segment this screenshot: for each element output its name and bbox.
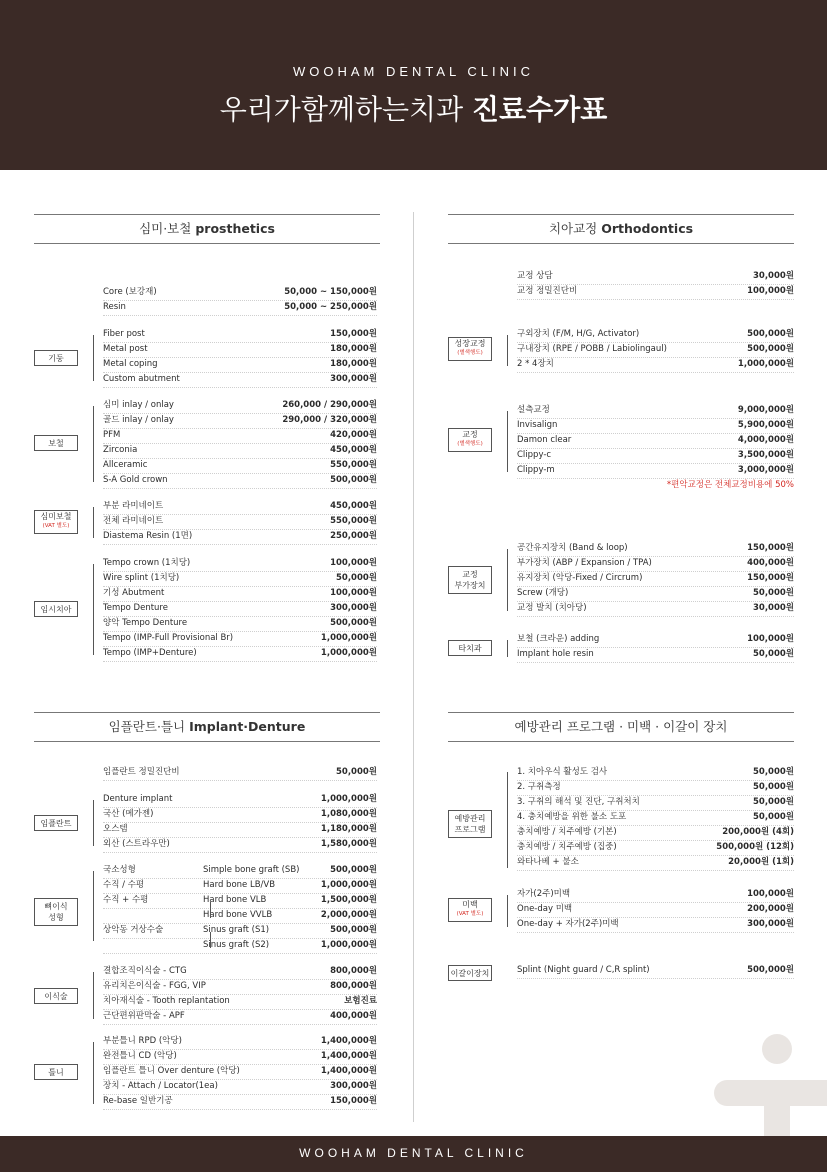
price-row	[517, 463, 794, 479]
price-row	[103, 372, 377, 388]
item-name: 부가장치 (ABP / Expansion / TPA)	[517, 558, 652, 568]
section-title-orthodontics: 치아교정 Orthodontics	[448, 214, 794, 244]
item-name: Implant hole resin	[517, 649, 594, 659]
item-price: 400,000원	[330, 1011, 377, 1021]
price-row	[517, 632, 794, 648]
item-price: 50,000원	[752, 588, 794, 598]
label-denture: 틀니	[34, 1064, 78, 1080]
price-row	[517, 855, 794, 871]
item-name: 완전틀니 CD (악당)	[103, 1051, 177, 1061]
item-price: 4,000,000원	[737, 435, 794, 445]
item-price: 30,000원	[752, 603, 794, 613]
price-row	[517, 418, 794, 434]
item-price: 1,400,000원	[320, 1051, 377, 1061]
price-row	[517, 284, 794, 300]
item-price: 100,000원	[330, 588, 377, 598]
header-banner	[0, 0, 827, 170]
item-price: 50,000원	[335, 573, 377, 583]
item-name: Zirconia	[103, 445, 138, 455]
price-row	[103, 428, 377, 444]
item-name: PFM	[103, 430, 121, 440]
item-price: 1,500,000원	[320, 895, 377, 905]
item-name: 4. 충치예방을 위한 불소 도포	[517, 812, 627, 822]
item-name: Custom abutment	[103, 374, 180, 384]
item-detail: Hard bone VVLB	[203, 910, 273, 920]
label-graft: 이식술	[34, 988, 78, 1004]
item-name: Re-base 일반기공	[103, 1096, 173, 1106]
item-name: 유리치은이식술 - FGG, VIP	[103, 981, 206, 991]
item-name: Clippy-m	[517, 465, 555, 475]
item-name: 임플란트 틀니 Over denture (악당)	[103, 1066, 240, 1076]
item-name: 2. 구취측정	[517, 782, 561, 792]
item-detail: Sinus graft (S2)	[203, 940, 270, 950]
price-row	[103, 327, 377, 343]
item-name: 치아재식술 - Tooth replantation	[103, 996, 230, 1006]
item-price: 500,000원	[330, 618, 377, 628]
item-price: 50,000원	[752, 767, 794, 777]
item-name: 부분 라미네이트	[103, 501, 164, 511]
price-row	[103, 285, 377, 301]
item-price: 100,000원	[747, 634, 794, 644]
item-price: 150,000원	[747, 573, 794, 583]
price-row	[517, 825, 794, 841]
price-row	[517, 647, 794, 663]
clinic-name-en: WOOHAM DENTAL CLINIC	[292, 64, 535, 79]
price-row	[103, 631, 377, 647]
price-row	[103, 1064, 377, 1080]
item-price: 1,000,000원	[737, 359, 794, 369]
item-price: 20,000원 (1회)	[728, 857, 794, 867]
price-row	[103, 964, 377, 980]
item-price: 100,000원	[747, 889, 794, 899]
item-price: 400,000원	[747, 558, 794, 568]
bracket	[93, 871, 94, 941]
item-name: Denture implant	[103, 794, 173, 804]
price-row	[103, 443, 377, 459]
price-row	[103, 646, 377, 662]
label-ortho-extra: 교정 부가장치	[448, 566, 492, 594]
item-name: 교정 정밀진단비	[517, 286, 578, 296]
item-name: 오스템	[103, 824, 128, 834]
item-price: 450,000원	[330, 445, 377, 455]
item-name: Tempo (IMP+Denture)	[103, 648, 197, 658]
price-row	[103, 571, 377, 587]
bracket	[507, 335, 508, 366]
bracket	[93, 406, 94, 482]
item-detail: Hard bone VLB	[203, 895, 267, 905]
clinic-name-footer: WOOHAM DENTAL CLINIC	[299, 1146, 528, 1160]
price-row	[103, 342, 377, 358]
item-price: 1,000,000원	[320, 794, 377, 804]
item-name: 공간유지장치 (Band & loop)	[517, 543, 628, 553]
column-divider	[413, 212, 414, 1122]
item-price: 50,000원	[752, 782, 794, 792]
price-row	[103, 616, 377, 632]
price-row	[103, 357, 377, 373]
page-title: 우리가함께하는치과 진료수가표	[219, 93, 608, 126]
price-row	[517, 541, 794, 557]
item-name: 와타나베 + 불소	[517, 857, 579, 867]
price-row	[103, 1009, 377, 1025]
item-detail: Simple bone graft (SB)	[203, 865, 300, 875]
item-price: 290,000 / 320,000원	[282, 415, 377, 425]
item-price: 보험진료	[344, 996, 377, 1006]
item-detail: Hard bone LB/VB	[203, 880, 276, 890]
logo-mark	[762, 1034, 792, 1064]
price-row	[517, 357, 794, 373]
bracket	[507, 772, 508, 868]
footer-banner	[0, 1136, 827, 1172]
item-price: 500,000원	[330, 475, 377, 485]
item-name: 국소성형	[103, 865, 136, 875]
price-row	[103, 1034, 377, 1050]
price-row	[103, 938, 377, 954]
item-name: 외산 (스트라우만)	[103, 839, 170, 849]
item-name: S-A Gold crown	[103, 475, 168, 485]
label-whitening: 미백 (VAT 별도)	[448, 898, 492, 922]
bracket	[507, 895, 508, 927]
item-price: 2,000,000원	[320, 910, 377, 920]
item-name: Metal post	[103, 344, 148, 354]
item-name: 자가(2주)미백	[517, 889, 571, 899]
price-row	[103, 586, 377, 602]
price-row	[103, 878, 377, 894]
item-name: 국산 (메가젠)	[103, 809, 154, 819]
price-row	[517, 327, 794, 343]
item-price: 50,000원	[752, 812, 794, 822]
item-price: 300,000원	[747, 919, 794, 929]
item-name: 충치예방 / 치주예방 (기본)	[517, 827, 617, 837]
bracket	[507, 640, 508, 657]
price-row	[103, 807, 377, 823]
item-name: 교정 상담	[517, 271, 553, 281]
item-name: 교정 발치 (치아당)	[517, 603, 587, 613]
item-price: 200,000원	[747, 904, 794, 914]
item-price: 300,000원	[330, 374, 377, 384]
item-price: 1,000,000원	[320, 633, 377, 643]
item-price: 3,500,000원	[737, 450, 794, 460]
item-price: 500,000원	[747, 965, 794, 975]
item-name: 부분틀니 RPD (악당)	[103, 1036, 182, 1046]
price-row	[103, 994, 377, 1010]
price-row	[103, 765, 377, 781]
item-name: Damon clear	[517, 435, 572, 445]
item-price: 1,580,000원	[320, 839, 377, 849]
price-row	[517, 433, 794, 449]
item-price: 420,000원	[330, 430, 377, 440]
label-implant: 임플란트	[34, 815, 78, 831]
item-name: 3. 구취의 해석 및 진단, 구취처치	[517, 797, 640, 807]
bracket	[93, 564, 94, 655]
item-price: 5,900,000원	[737, 420, 794, 430]
price-row	[103, 1094, 377, 1110]
price-row	[517, 810, 794, 826]
price-row	[103, 908, 377, 924]
item-price: 500,000원	[330, 865, 377, 875]
item-price: 200,000원 (4회)	[722, 827, 794, 837]
price-row	[103, 529, 377, 545]
label-veneer: 심미보철 (VAT 별도)	[34, 510, 78, 534]
item-price: 300,000원	[330, 603, 377, 613]
item-name: 양악 Tempo Denture	[103, 618, 188, 628]
item-price: 50,000원	[752, 649, 794, 659]
item-price: 500,000원	[330, 925, 377, 935]
item-price: 250,000원	[330, 531, 377, 541]
item-name: 골드 inlay / onlay	[103, 415, 174, 425]
label-temp: 임시치아	[34, 601, 78, 617]
item-name: One-day + 자가(2주)미백	[517, 919, 619, 929]
item-name: 수직 / 수평	[103, 880, 145, 890]
item-name: Wire splint (1치당)	[103, 573, 180, 583]
bracket	[93, 1042, 94, 1104]
item-name: Screw (개당)	[517, 588, 569, 598]
bracket	[210, 902, 211, 918]
section-title-implant: 임플란트·틀니 Implant·Denture	[34, 712, 380, 742]
item-price: 100,000원	[330, 558, 377, 568]
price-row	[103, 473, 377, 489]
bracket	[210, 932, 211, 948]
price-row	[517, 795, 794, 811]
price-row	[103, 822, 377, 838]
item-name: Metal coping	[103, 359, 158, 369]
item-name: 보철 (크라운) adding	[517, 634, 600, 644]
item-price: 50,000원	[752, 797, 794, 807]
item-price: 100,000원	[747, 286, 794, 296]
item-name: Fiber post	[103, 329, 145, 339]
item-name: 상악동 거상수술	[103, 925, 164, 935]
bracket	[507, 549, 508, 611]
item-detail: Sinus graft (S1)	[203, 925, 270, 935]
label-prevention-program: 예방관리 프로그램	[448, 810, 492, 838]
item-name: 기성 Abutment	[103, 588, 165, 598]
item-price: 500,000원	[747, 329, 794, 339]
label-crown: 보철	[34, 435, 78, 451]
price-row	[517, 917, 794, 933]
label-ortho: 교정 (별색행도)	[448, 428, 492, 452]
price-row	[103, 499, 377, 515]
item-price: 800,000원	[330, 966, 377, 976]
price-row	[103, 398, 377, 414]
item-name: Diastema Resin (1면)	[103, 531, 193, 541]
item-price: 50,000 ~ 150,000원	[284, 287, 377, 297]
price-row	[103, 413, 377, 429]
item-name: 근단편위판막술 - APF	[103, 1011, 185, 1021]
item-price: 9,000,000원	[737, 405, 794, 415]
item-name: 심미 inlay / onlay	[103, 400, 174, 410]
item-name: 1. 치아우식 활성도 검사	[517, 767, 608, 777]
price-row	[103, 458, 377, 474]
logo-mark	[764, 1080, 790, 1136]
price-row	[517, 403, 794, 419]
price-row	[517, 448, 794, 464]
label-splint: 이갈이장치	[448, 965, 492, 981]
label-post: 기둥	[34, 350, 78, 366]
item-price: 800,000원	[330, 981, 377, 991]
price-row	[517, 601, 794, 617]
item-price: 50,000원	[335, 767, 377, 777]
item-name: 설측교정	[517, 405, 550, 415]
item-price: 1,180,000원	[320, 824, 377, 834]
price-row	[517, 556, 794, 572]
item-name: Splint (Night guard / C,R splint)	[517, 965, 650, 975]
bracket	[93, 800, 94, 846]
item-price: 150,000원	[747, 543, 794, 553]
price-row	[517, 780, 794, 796]
price-row	[103, 1079, 377, 1095]
item-price: 260,000 / 290,000원	[282, 400, 377, 410]
item-name: One-day 미백	[517, 904, 573, 914]
label-other-clinic: 타치과	[448, 640, 492, 656]
price-row	[517, 840, 794, 856]
price-row	[517, 887, 794, 903]
item-name: Allceramic	[103, 460, 148, 470]
price-row	[103, 923, 377, 939]
item-name: Tempo crown (1치당)	[103, 558, 191, 568]
section-title-prosthetics: 심미·보철 prosthetics	[34, 214, 380, 244]
label-growth: 성장교정 (별색행도)	[448, 337, 492, 361]
price-row	[517, 765, 794, 781]
item-name: 결합조직이식술 - CTG	[103, 966, 187, 976]
price-row	[517, 902, 794, 918]
price-row	[517, 963, 794, 979]
item-price: 550,000원	[330, 516, 377, 526]
item-name: Tempo Denture	[103, 603, 168, 613]
price-row	[103, 863, 377, 879]
item-price: 450,000원	[330, 501, 377, 511]
price-row	[103, 792, 377, 808]
item-price: 500,000원	[747, 344, 794, 354]
item-name: 충치예방 / 치주예방 (집중)	[517, 842, 617, 852]
price-row	[103, 893, 377, 909]
item-name: 임플란트 정밀진단비	[103, 767, 180, 777]
item-price: 150,000원	[330, 1096, 377, 1106]
price-row	[103, 601, 377, 617]
label-bone-graft: 뼈이식 성형	[34, 898, 78, 926]
bracket	[507, 411, 508, 472]
item-name: 2 * 4장치	[517, 359, 554, 369]
item-name: 구내장치 (RPE / POBB / Labiolingaul)	[517, 344, 667, 354]
price-row	[103, 514, 377, 530]
price-row	[517, 571, 794, 587]
item-price: 180,000원	[330, 344, 377, 354]
price-row	[517, 342, 794, 358]
bracket	[93, 335, 94, 381]
item-price: 500,000원 (12회)	[716, 842, 794, 852]
item-name: 구외장치 (F/M, H/G, Activator)	[517, 329, 640, 339]
item-price: 1,000,000원	[320, 648, 377, 658]
price-row	[103, 837, 377, 853]
bracket	[93, 507, 94, 538]
ortho-note: *편악교정은 전체교정비용에 50%	[666, 480, 794, 490]
price-row	[517, 269, 794, 285]
item-price: 3,000,000원	[737, 465, 794, 475]
item-price: 550,000원	[330, 460, 377, 470]
item-name: 수직 + 수평	[103, 895, 149, 905]
item-price: 180,000원	[330, 359, 377, 369]
price-row	[517, 586, 794, 602]
item-price: 300,000원	[330, 1081, 377, 1091]
item-name: Resin	[103, 302, 126, 312]
item-price: 1,000,000원	[320, 940, 377, 950]
item-name: 유지장치 (악당-Fixed / Circrum)	[517, 573, 643, 583]
item-price: 50,000 ~ 250,000원	[284, 302, 377, 312]
item-name: Core (보강재)	[103, 287, 157, 297]
price-row	[103, 979, 377, 995]
section-title-prevention: 예방관리 프로그램 · 미백 · 이갈이 장치	[448, 712, 794, 742]
item-price: 150,000원	[330, 329, 377, 339]
item-price: 1,080,000원	[320, 809, 377, 819]
item-price: 1,400,000원	[320, 1036, 377, 1046]
price-row	[103, 556, 377, 572]
item-name: Tempo (IMP-Full Provisional Br)	[103, 633, 234, 643]
bracket	[93, 972, 94, 1019]
item-price: 1,400,000원	[320, 1066, 377, 1076]
item-name: 장치 - Attach / Locator(1ea)	[103, 1081, 218, 1091]
item-name: 전체 라미네이트	[103, 516, 164, 526]
price-row	[103, 300, 377, 316]
item-price: 30,000원	[752, 271, 794, 281]
item-price: 1,000,000원	[320, 880, 377, 890]
item-name: Clippy-c	[517, 450, 552, 460]
price-row	[103, 1049, 377, 1065]
item-name: Invisalign	[517, 420, 558, 430]
